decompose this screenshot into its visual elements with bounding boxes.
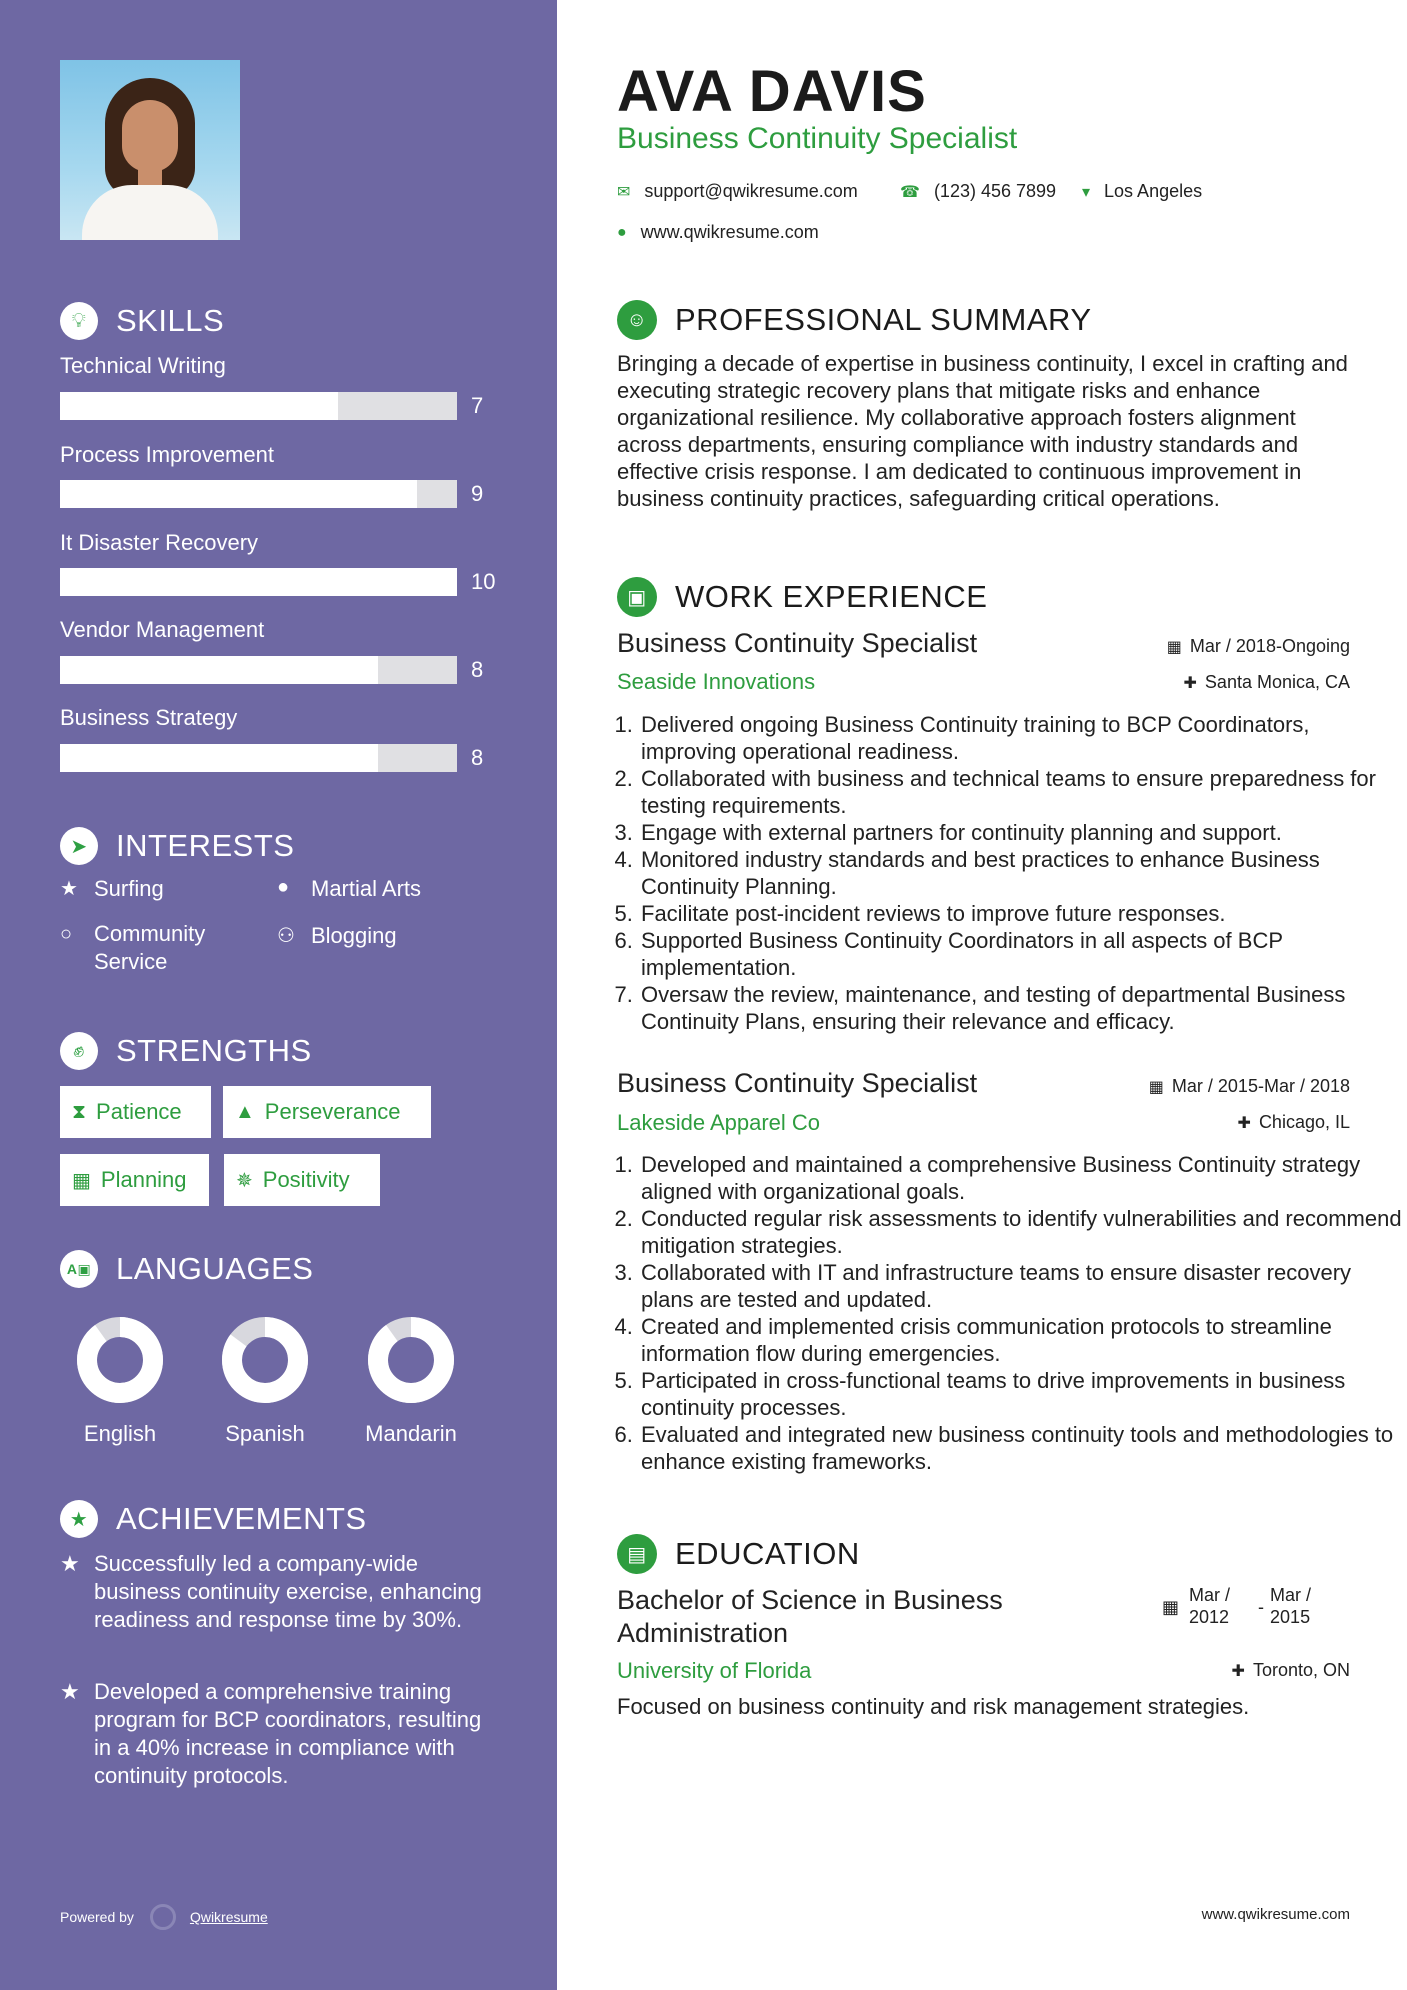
pin-icon: ✚ xyxy=(1237,1114,1251,1132)
language-donut xyxy=(222,1317,308,1403)
skill-name: Vendor Management xyxy=(60,617,265,642)
interest-item: ● Martial Arts xyxy=(277,876,422,901)
summary-heading: ☺ PROFESSIONAL SUMMARY xyxy=(617,300,1092,340)
skill-bar xyxy=(60,744,457,772)
language-name: English xyxy=(83,1421,157,1446)
education-description: Focused on business continuity and risk management strategies. xyxy=(617,1694,1250,1719)
duty-item: 2. Conducted regular risk assessments to identify vulnerabilities and recommend mitigation strategies. xyxy=(639,1205,1407,1259)
skill-value: 8 xyxy=(471,657,484,682)
job-dates: ▦ Mar / 2018-Ongoing xyxy=(1166,636,1350,656)
skill-value: 8 xyxy=(471,745,484,770)
pin-icon: ✚ xyxy=(1183,674,1197,692)
candidate-name: AVA DAVIS xyxy=(617,59,927,124)
skill-bar xyxy=(60,392,457,420)
skill-value: 9 xyxy=(471,481,484,506)
shooting-star-icon: ★ xyxy=(60,1551,80,1576)
job-dates: ▦ Mar / 2015-Mar / 2018 xyxy=(1148,1076,1350,1096)
education-heading: ▤ EDUCATION xyxy=(617,1534,860,1574)
briefcase-icon: ▣ xyxy=(617,577,657,617)
footer-url[interactable]: www.qwikresume.com xyxy=(1201,1906,1350,1923)
calendar-icon: ▦ xyxy=(72,1169,91,1192)
duty-item: 3. Collaborated with IT and infrastructure teams to ensure disaster recovery plans are tested and updated. xyxy=(639,1259,1407,1313)
road-icon: ▲ xyxy=(235,1100,255,1123)
main-content xyxy=(557,0,1407,1990)
skill-value: 10 xyxy=(471,569,496,594)
achievements-heading: ★ ACHIEVEMENTS xyxy=(60,1500,367,1538)
lightbulb-icon: 💡︎ xyxy=(60,302,98,340)
summary-text: Bringing a decade of expertise in business continuity, I excel in crafting and executing strategic recovery plans that mitigate risks and enhance organizational resilience. My collaborative approach fosters alignment across departments, ensuring compliance with industry standards and effective crisis response. I am dedicated to continuous improvement in business continuity practices, safeguarding critical operations. xyxy=(617,351,1348,511)
duty-item: 6. Evaluated and integrated new business continuity tools and methodologies to enhance existing frameworks. xyxy=(639,1421,1407,1475)
duty-item: 1. Delivered ongoing Business Continuity training to BCP Coordinators, improving operational readiness. xyxy=(639,711,1407,765)
job-location: ✚ Santa Monica, CA xyxy=(1183,672,1350,692)
envelope-icon: ✉ xyxy=(617,183,631,201)
map-marker-icon: ▾ xyxy=(1082,183,1091,201)
duty-item: 3. Engage with external partners for continuity planning and support. xyxy=(639,819,1407,846)
profile-photo xyxy=(60,60,240,240)
skill-bar-fill xyxy=(60,392,338,420)
paper-plane-icon: ➤ xyxy=(60,827,98,865)
duty-item: 1. Developed and maintained a comprehensive Business Continuity strategy aligned with organizational goals. xyxy=(639,1151,1407,1205)
duty-item: 7. Oversaw the review, maintenance, and testing of departmental Business Continuity Plans, ensuring their relevance and efficacy. xyxy=(639,981,1407,1035)
duty-item: 4. Created and implemented crisis communication protocols to streamline information flow during emergencies. xyxy=(639,1313,1407,1367)
job-title: Business Continuity Specialist xyxy=(617,1068,978,1098)
skill-bar xyxy=(60,568,457,596)
globe-icon: ● xyxy=(617,223,627,241)
calendar-icon: ▦ xyxy=(1148,1078,1164,1096)
contact-phone: ☎ (123) 456 7899 xyxy=(900,181,1057,201)
contact-location: ▾ Los Angeles xyxy=(1082,181,1203,201)
shield-icon: ○ xyxy=(60,923,73,945)
sun-icon: ✵ xyxy=(236,1169,253,1192)
skills-heading: 💡︎ SKILLS xyxy=(60,302,224,340)
contact-website: ● www.qwikresume.com xyxy=(617,222,819,242)
powered-by: Powered by Qwikresume xyxy=(60,1904,268,1930)
interest-item: ○ Community Service xyxy=(60,921,206,974)
skill-bar xyxy=(60,656,457,684)
languages-heading: A▣ LANGUAGES xyxy=(60,1250,313,1288)
graduation-icon: ▤ xyxy=(617,1534,657,1574)
strength-chip: ⧗ Patience xyxy=(60,1086,211,1138)
users-icon: ⚇ xyxy=(277,925,295,947)
star-badge-icon: ★ xyxy=(60,1500,98,1538)
job-location: ✚ Chicago, IL xyxy=(1237,1112,1350,1132)
achievement-item: ★ Developed a comprehensive training program for BCP coordinators, resulting in a 40% increase in compliance with continuity protocols. xyxy=(60,1679,482,1788)
skill-bar-fill xyxy=(60,744,378,772)
sidebar xyxy=(0,0,557,1990)
skill-bar-fill xyxy=(60,656,378,684)
star-icon: ★ xyxy=(60,878,78,900)
shooting-star-icon: ★ xyxy=(60,1679,80,1704)
skill-name: Process Improvement xyxy=(60,442,274,467)
language-donut xyxy=(77,1317,163,1403)
interest-item: ⚇ Blogging xyxy=(277,923,397,948)
school-name: University of Florida xyxy=(617,1658,812,1683)
duty-item: 6. Supported Business Continuity Coordinators in all aspects of BCP implementation. xyxy=(639,927,1407,981)
calendar-icon: ▦ xyxy=(1166,638,1182,656)
skill-bar-fill xyxy=(60,568,457,596)
strength-chip: ▲ Perseverance xyxy=(223,1086,431,1138)
phone-icon: ☎ xyxy=(900,183,920,201)
candidate-title: Business Continuity Specialist xyxy=(617,122,1018,155)
job-title: Business Continuity Specialist xyxy=(617,628,978,658)
skill-name: Business Strategy xyxy=(60,705,238,730)
language-name: Spanish xyxy=(225,1421,305,1446)
job-duties xyxy=(599,711,1407,1035)
skill-bar xyxy=(60,480,457,508)
globe-icon: ● xyxy=(277,876,290,898)
interests-heading: ➤ INTERESTS xyxy=(60,827,294,865)
user-icon: ☺ xyxy=(617,300,657,340)
duty-item: 2. Collaborated with business and technical teams to ensure preparedness for testing requirements. xyxy=(639,765,1407,819)
qwikresume-link[interactable]: Qwikresume xyxy=(189,1909,268,1925)
skill-name: Technical Writing xyxy=(60,353,226,378)
skill-value: 7 xyxy=(471,393,484,418)
contact-email: ✉ support@qwikresume.com xyxy=(617,181,858,201)
strength-chip: ✵ Positivity xyxy=(224,1154,380,1206)
fist-icon: ✊︎ xyxy=(60,1032,98,1070)
strengths-heading: ✊︎ STRENGTHS xyxy=(60,1032,312,1070)
duty-item: 5. Participated in cross-functional teams to drive improvements in business continuity processes. xyxy=(639,1367,1407,1421)
pin-icon: ✚ xyxy=(1231,1662,1245,1680)
language-donut xyxy=(368,1317,454,1403)
language-name: Mandarin xyxy=(365,1421,457,1446)
degree-title: Bachelor of Science in Business Administration xyxy=(617,1585,1003,1648)
calendar-icon: ▦ xyxy=(1162,1597,1180,1617)
duty-item: 5. Facilitate post-incident reviews to improve future responses. xyxy=(639,900,1407,927)
interest-item: ★ Surfing xyxy=(60,876,164,901)
strength-chip: ▦ Planning xyxy=(60,1154,209,1206)
skill-bar-fill xyxy=(60,480,417,508)
job-company: Seaside Innovations xyxy=(617,669,816,694)
duty-item: 4. Monitored industry standards and best practices to enhance Business Continuity Planning. xyxy=(639,846,1407,900)
job-company: Lakeside Apparel Co xyxy=(617,1110,821,1135)
education-location: ✚ Toronto, ON xyxy=(1231,1660,1350,1680)
achievement-item: ★ Successfully led a company-wide business continuity exercise, enhancing readiness and response time by 30%. xyxy=(60,1551,482,1632)
skill-name: It Disaster Recovery xyxy=(60,530,259,555)
education-dates: ▦ Mar / 2012 - Mar / 2015 xyxy=(1162,1585,1312,1627)
hourglass-icon: ⧗ xyxy=(72,1100,87,1123)
job-duties xyxy=(599,1151,1407,1475)
language-icon: A▣ xyxy=(60,1250,98,1288)
qwikresume-logo-icon xyxy=(150,1904,176,1930)
experience-heading: ▣ WORK EXPERIENCE xyxy=(617,577,987,617)
